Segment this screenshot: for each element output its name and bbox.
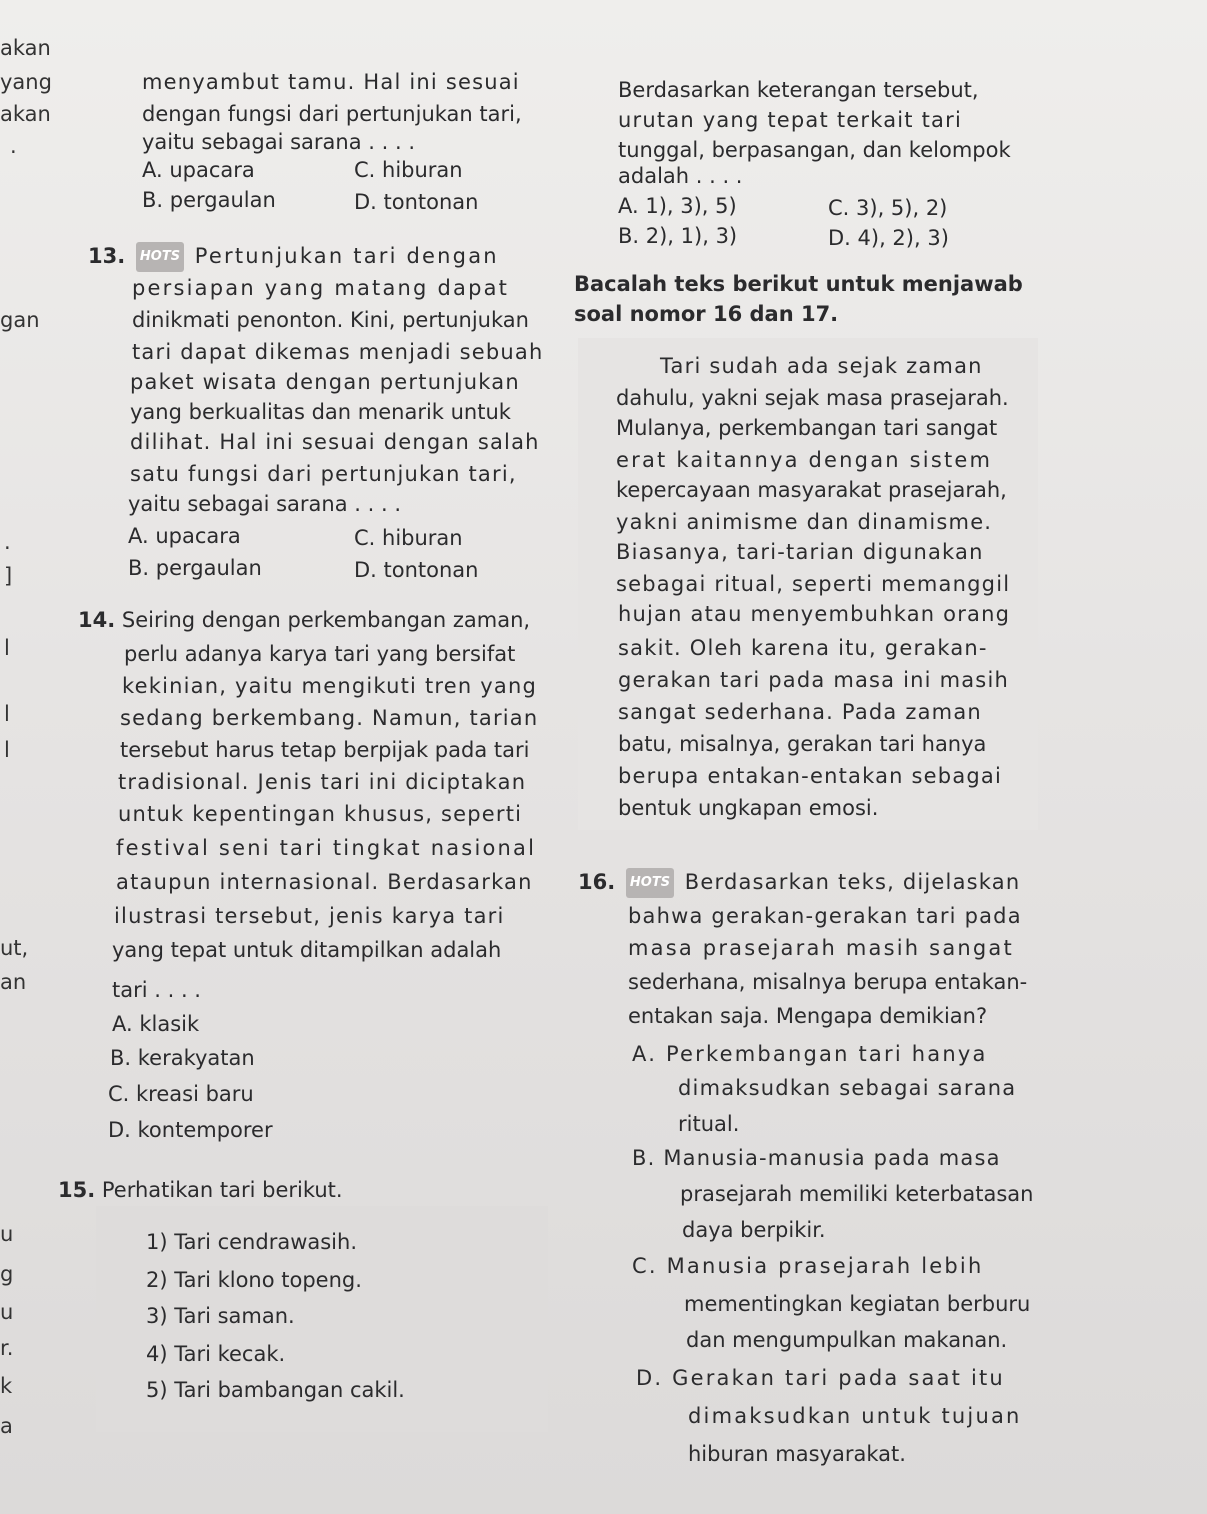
question-number: 15. <box>58 1178 96 1202</box>
option-line: A. Perkembangan tari hanya <box>632 1042 988 1066</box>
margin-fragment: l <box>4 738 10 762</box>
question-text-line: tersebut harus tetap berpijak pada tari <box>120 738 530 762</box>
margin-fragment: akan <box>0 36 51 60</box>
margin-fragment: l <box>4 702 10 726</box>
option-d[interactable]: D. tontonan <box>354 190 479 214</box>
option-b[interactable]: B. kerakyatan <box>110 1046 255 1070</box>
margin-fragment: . <box>4 530 11 554</box>
question-text-line: ilustrasi tersebut, jenis karya tari <box>114 904 505 928</box>
option-c[interactable]: C. kreasi baru <box>108 1082 254 1106</box>
passage-line: kepercayaan masyarakat prasejarah, <box>616 478 1007 502</box>
question-text-line: tari dapat dikemas menjadi sebuah <box>132 340 544 364</box>
question-number: 16. <box>578 870 616 894</box>
question-number: 13. <box>88 244 126 268</box>
question-text-line: untuk kepentingan khusus, seperti <box>118 802 523 826</box>
question-text-line: yang berkualitas dan menarik untuk <box>130 400 511 424</box>
option-line: dan mengumpulkan makanan. <box>686 1328 1008 1352</box>
question-text-line: satu fungsi dari pertunjukan tari, <box>130 462 517 486</box>
passage-line: bentuk ungkapan emosi. <box>618 796 879 820</box>
passage-line: Tari sudah ada sejak zaman <box>660 354 983 378</box>
question-text-line: menyambut tamu. Hal ini sesuai <box>142 70 520 94</box>
question-text-line: adalah . . . . <box>618 164 743 188</box>
passage-line: sakit. Oleh karena itu, gerakan- <box>618 636 988 660</box>
margin-fragment: yang <box>0 70 52 94</box>
question-text-line: yaitu sebagai sarana . . . . <box>142 130 416 154</box>
dance-list-item: 1) Tari cendrawasih. <box>146 1230 358 1254</box>
margin-fragment: ut, <box>0 936 29 960</box>
question-text-line: ataupun internasional. Berdasarkan <box>116 870 533 894</box>
passage-line: yakni animisme dan dinamisme. <box>616 510 993 534</box>
margin-fragment: a <box>0 1414 13 1438</box>
passage-line: Biasanya, tari-tarian digunakan <box>616 540 984 564</box>
question-text-line: tunggal, berpasangan, dan kelompok <box>618 138 1011 162</box>
option-c[interactable]: C. hiburan <box>354 158 463 182</box>
margin-fragment: an <box>0 970 27 994</box>
option-line: mementingkan kegiatan berburu <box>684 1292 1031 1316</box>
margin-fragment: gan <box>0 308 40 332</box>
margin-fragment: . <box>10 134 17 158</box>
option-line: D. Gerakan tari pada saat itu <box>636 1366 1005 1390</box>
option-line: dimaksudkan sebagai sarana <box>678 1076 1017 1100</box>
option-b[interactable]: B. pergaulan <box>142 188 276 212</box>
question-16-heading <box>578 868 1020 898</box>
margin-fragment: ] <box>4 564 13 588</box>
option-line: prasejarah memiliki keterbatasan <box>680 1182 1034 1206</box>
option-a[interactable]: A. upacara <box>142 158 255 182</box>
passage-line: gerakan tari pada masa ini masih <box>618 668 1009 692</box>
option-b[interactable]: B. 2), 1), 3) <box>618 224 738 248</box>
option-line: ritual. <box>678 1112 740 1136</box>
question-text-line: kekinian, yaitu mengikuti tren yang <box>122 674 538 698</box>
option-line: daya berpikir. <box>682 1218 826 1242</box>
hots-badge: HOTS <box>626 868 674 898</box>
option-a[interactable]: A. klasik <box>112 1012 200 1036</box>
question-text-line: Berdasarkan teks, dijelaskan <box>684 870 1021 894</box>
passage-line: batu, misalnya, gerakan tari hanya <box>618 732 987 756</box>
passage-line: berupa entakan-entakan sebagai <box>618 764 1003 788</box>
passage-line: dahulu, yakni sejak masa prasejarah. <box>616 386 1009 410</box>
question-text-line: tradisional. Jenis tari ini diciptakan <box>118 770 527 794</box>
passage-line: erat kaitannya dengan sistem <box>616 448 993 472</box>
question-text-line: dinikmati penonton. Kini, pertunjukan <box>132 308 529 332</box>
question-text-line: Berdasarkan keterangan tersebut, <box>618 78 979 102</box>
question-text-line: sederhana, misalnya berupa entakan- <box>628 970 1028 994</box>
margin-fragment: r. <box>0 1336 14 1360</box>
question-text-line: dilihat. Hal ini sesuai dengan salah <box>130 430 540 454</box>
margin-fragment: akan <box>0 102 51 126</box>
question-text-line: dengan fungsi dari pertunjukan tari, <box>142 102 522 126</box>
option-a[interactable]: A. 1), 3), 5) <box>618 194 737 218</box>
hots-badge: HOTS <box>136 242 184 272</box>
question-text-line: paket wisata dengan pertunjukan <box>130 370 520 394</box>
passage-line: sangat sederhana. Pada zaman <box>618 700 982 724</box>
instruction-line: Bacalah teks berikut untuk menjawab <box>574 272 1023 296</box>
question-text-line: yaitu sebagai sarana . . . . <box>128 492 402 516</box>
option-line: dimaksudkan untuk tujuan <box>688 1404 1022 1428</box>
margin-fragment: u <box>0 1222 14 1246</box>
question-text-line: perlu adanya karya tari yang bersifat <box>124 642 516 666</box>
question-text-line: sedang berkembang. Namun, tarian <box>120 706 539 730</box>
dance-list-item: 4) Tari kecak. <box>146 1342 286 1366</box>
passage-line: sebagai ritual, seperti memanggil <box>616 572 1011 596</box>
question-text-line: yang tepat untuk ditampilkan adalah <box>112 938 502 962</box>
option-d[interactable]: D. tontonan <box>354 558 479 582</box>
margin-fragment: k <box>0 1374 13 1398</box>
margin-fragment: l <box>4 636 10 660</box>
option-c[interactable]: C. hiburan <box>354 526 463 550</box>
question-14-heading <box>78 606 530 634</box>
option-d[interactable]: D. kontemporer <box>108 1118 273 1142</box>
dance-list-item: 5) Tari bambangan cakil. <box>146 1378 405 1402</box>
question-stem: Perhatikan tari berikut. <box>101 1178 343 1202</box>
dance-list-item: 2) Tari klono topeng. <box>146 1268 362 1292</box>
question-13-heading <box>88 242 499 272</box>
option-a[interactable]: A. upacara <box>128 524 241 548</box>
question-text-line: entakan saja. Mengapa demikian? <box>628 1004 988 1028</box>
dance-list-item: 3) Tari saman. <box>146 1304 295 1328</box>
question-text-line: masa prasejarah masih sangat <box>628 936 1014 960</box>
option-b[interactable]: B. pergaulan <box>128 556 262 580</box>
question-text-line: persiapan yang matang dapat <box>132 276 510 300</box>
question-text-line: festival seni tari tingkat nasional <box>116 836 537 860</box>
question-text-line: tari . . . . <box>112 978 201 1002</box>
option-line: hiburan masyarakat. <box>688 1442 906 1466</box>
passage-line: hujan atau menyembuhkan orang <box>618 602 1011 626</box>
option-c[interactable]: C. 3), 5), 2) <box>828 196 948 220</box>
margin-fragment: u <box>0 1300 14 1324</box>
question-text-line: Pertunjukan tari dengan <box>194 244 499 268</box>
question-number: 14. <box>78 608 116 632</box>
option-line: C. Manusia prasejarah lebih <box>632 1254 984 1278</box>
option-line: B. Manusia-manusia pada masa <box>632 1146 1001 1170</box>
option-d[interactable]: D. 4), 2), 3) <box>828 226 949 250</box>
question-15-heading <box>58 1176 343 1204</box>
passage-line: Mulanya, perkembangan tari sangat <box>616 416 998 440</box>
question-text-line: Seiring dengan perkembangan zaman, <box>121 608 531 632</box>
margin-fragment: g <box>0 1262 14 1286</box>
question-text-line: urutan yang tepat terkait tari <box>618 108 962 132</box>
instruction-line: soal nomor 16 dan 17. <box>574 302 839 326</box>
question-text-line: bahwa gerakan-gerakan tari pada <box>628 904 1022 928</box>
